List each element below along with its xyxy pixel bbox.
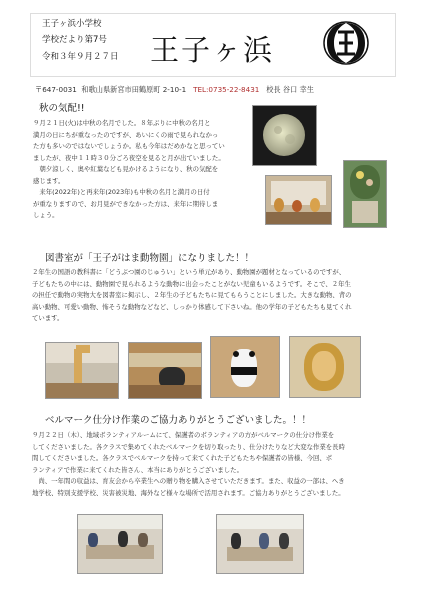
- paragraph-line: ９月２１日(火)は中秋の名月でした。８年ぶりに中秋の名月と: [33, 119, 211, 127]
- school-name: 王子ヶ浜小学校: [42, 19, 102, 29]
- section-library-heading: 図書室が「王子がはま動物園」になりました！！: [45, 253, 255, 264]
- school-emblem-icon: [323, 20, 369, 66]
- paragraph-line: ています。: [32, 314, 64, 322]
- issue-number: 学校だより第7号: [42, 35, 107, 45]
- paragraph-line: しょう。: [33, 211, 59, 219]
- address-line: [35, 85, 314, 95]
- paragraph-line: ましたが、夜中１１時３０分ごろ夜空を見ると月が出ていました。: [33, 153, 225, 162]
- principal-name: 校長 谷口 幸生: [266, 85, 314, 94]
- paragraph-line: 満月の日にちが重なったのですが、あいにくの雨で見られなかっ: [33, 130, 219, 139]
- panda-photo: [210, 336, 280, 398]
- paragraph-line: 高い動物、可愛い動物、怖そうな動物などなど、しっかり体感して下さいね。他の学年の子どもたちも見てくれ: [32, 302, 352, 311]
- issue-date: 令和３年９月２７日: [42, 52, 119, 62]
- paragraph-line: が重なりますので、お月見ができなかった方は、来年に期待しま: [33, 199, 219, 208]
- section-bellmark-body: [32, 430, 394, 499]
- paragraph-line: してくださいました。各クラスで集めてくれたベルマークを切り取ったり、仕分けたりなど大変な作業を長時: [32, 442, 345, 451]
- postal-code: 〒647-0031: [35, 85, 77, 94]
- section-library-body: [32, 267, 394, 325]
- moon-icon: [253, 106, 316, 165]
- paragraph-line: の担任で動物の実物大を図書室に掲示し、２年生の子どもたちに見てもらうことにしました。大きな動物、背の: [32, 291, 352, 299]
- paragraph-line: ランティアで作業に来てくれた皆さん、本当にありがとうございました。: [32, 465, 243, 474]
- bear-photo: [128, 342, 202, 399]
- giraffe-photo: [45, 342, 119, 399]
- volunteer-photo-1: [77, 514, 163, 574]
- paragraph-line: た方も多いのではないでしょうか。私も今年はだめかなと思ってい: [33, 142, 225, 150]
- paragraph-line: ２年生の国語の教科書に「どうぶつ園のじゅうい」という単元があり、動物園が題材となっているのですが、: [32, 268, 346, 276]
- flower-arrangement-photo: [343, 160, 387, 228]
- volunteer-photo-2: [216, 514, 304, 574]
- section-autumn-body: [33, 118, 243, 222]
- paragraph-line: 朝夕涼しく、奥や紅葉なども見かけるようになり、秋の気配を: [33, 165, 219, 173]
- paragraph-line: 間してくださいました。各クラスでベルマークを持って来てくれた子どもたちや保護者の皆様、今回、ボ: [32, 454, 333, 462]
- phone-number: TEL:0735-22-8431: [193, 85, 260, 94]
- paragraph-line: 尚、一年間の収益は、育友会から卒業生への贈り物を購入させていただきます。また、収益の一部は、へき: [32, 477, 345, 485]
- section-autumn-heading: 秋の気配!!: [39, 103, 85, 114]
- newsletter-title: 王子ヶ浜: [150, 33, 275, 67]
- paragraph-line: 子どもたちの中には、動物園で見られるような動物に出会ったことがない児童もいるようです。そこで、２年生: [32, 279, 351, 288]
- autumn-display-photo: [265, 175, 332, 225]
- paragraph-line: 地学校、特別支援学校、災害被災地、海外など様々な場所で活用されます。ご協力ありがとうございました。: [32, 488, 345, 497]
- paragraph-line: 来年(2022年)と再来年(2023年)も中秋の名月と満月の日付: [33, 188, 210, 196]
- section-bellmark-heading: ベルマーク仕分け作業のご協力ありがとうございました。！！: [45, 415, 312, 426]
- moon-photo: [252, 105, 317, 166]
- paragraph-line: ９月２２日（木）、地域ボランティアルームにて、保護者のボランティアの方がベルマークの仕分け作業を: [32, 431, 335, 439]
- lion-photo: [289, 336, 361, 398]
- street-address: 和歌山県新宮市田鶴原町 2-10-1: [81, 85, 187, 94]
- paragraph-line: 感じます。: [33, 176, 65, 185]
